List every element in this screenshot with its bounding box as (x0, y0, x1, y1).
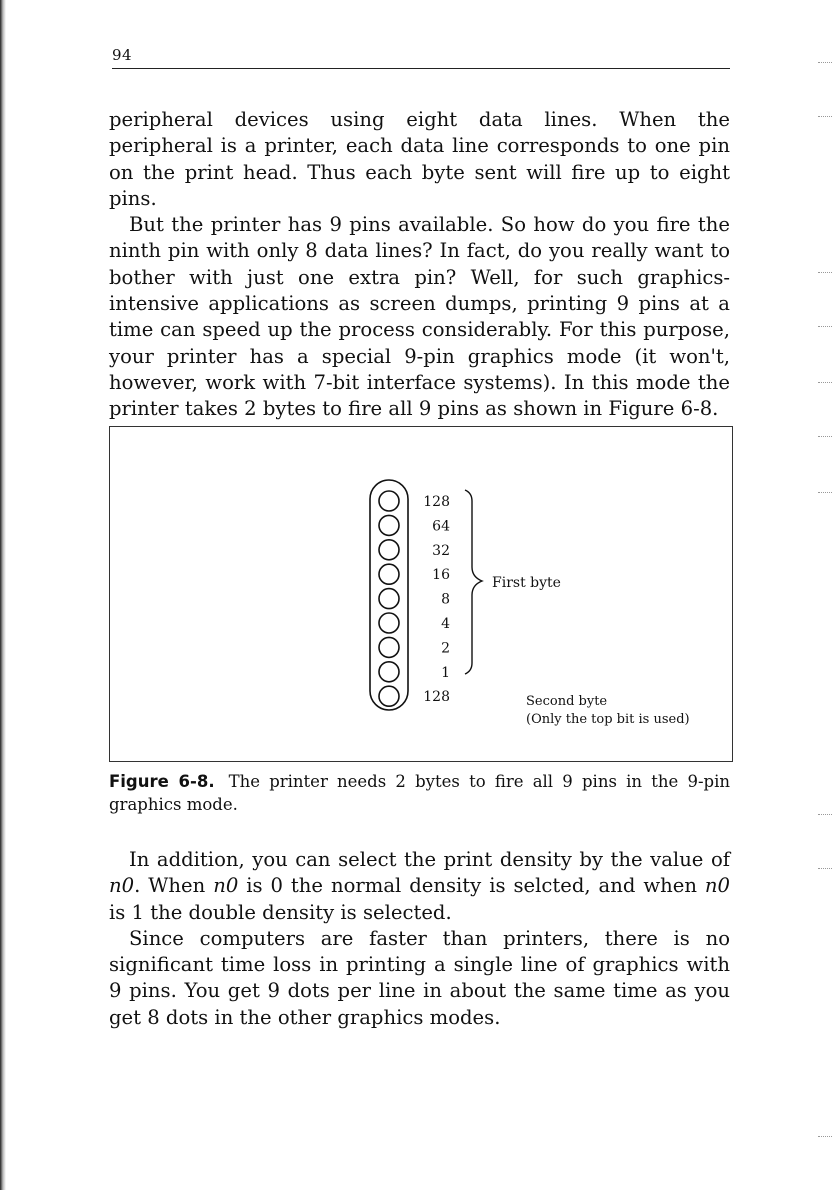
var-n0: n0 (704, 874, 730, 898)
pin-4-circle (379, 564, 399, 584)
second-byte-label: Second byte (526, 694, 608, 709)
first-byte-label: First byte (492, 575, 561, 591)
pin-3-value: 32 (432, 542, 450, 559)
body-text-bottom (109, 847, 730, 1031)
scan-edge (0, 0, 6, 1190)
pin-1-value: 128 (423, 494, 450, 510)
pin-circles (379, 491, 399, 706)
pin-8-circle (379, 662, 399, 682)
pin-1-circle (379, 491, 399, 511)
figure-6-8 (109, 426, 733, 762)
figure-caption (109, 770, 730, 816)
p3-text-1: In addition, you can select the print density by the value of (129, 848, 730, 871)
paragraph-1: peripheral devices using eight data lines. When the peripheral is a printer, each data line corresponds to one pin on the print head. Thus each byte sent will fire up to eight pins. (109, 108, 730, 210)
pin-2-circle (379, 515, 399, 535)
var-n0: n0 (109, 874, 135, 898)
margin-scan-marks (816, 0, 840, 1190)
second-byte-note: (Only the top bit is used) (526, 712, 690, 727)
pin-6-value: 4 (441, 616, 450, 632)
var-n0: n0 (213, 874, 239, 898)
page-number: 94 (112, 46, 133, 64)
paragraph-2: But the printer has 9 pins available. So how do you fire the ninth pin with only 8 data lines? In fact, do you really want to bother with just one extra pin? Well, for such graphics-intensive applications as screen dumps, printing 9 pins at a time can speed up the process considerably. For this purpose, your printer has a special 9-pin graphics mode (it won't, however, work with 7-bit interface systems). In this mode the printer takes 2 bytes to fire all 9 pins as shown in Figure 6-8. (109, 213, 730, 421)
p3-text-2: . When (134, 874, 214, 898)
p3-text-3: is 0 the normal density is selcted, and when (238, 874, 705, 898)
pin-8-value: 1 (441, 664, 450, 681)
first-byte-brace (465, 490, 482, 674)
paragraph-3 (109, 847, 730, 926)
body-text-top (109, 107, 730, 423)
pin-value-labels (423, 494, 450, 705)
header-rule (112, 68, 730, 69)
pin-7-value: 2 (441, 640, 450, 657)
p3-text-4: is 1 the double density is selected. (109, 900, 452, 924)
pin-diagram (110, 427, 732, 761)
pin-9-circle (379, 686, 399, 706)
pin-4-value: 16 (432, 567, 450, 584)
pin-7-circle (379, 637, 399, 657)
pin-6-circle (379, 613, 399, 633)
paragraph-4: Since computers are faster than printers, there is no significant time loss in printing a single line of graphics with 9 pins. You get 9 dots per line in about the same time as you get 8 dots in the other graphics modes. (109, 926, 730, 1029)
caption-text: The printer needs 2 bytes to fire all 9 pins in the 9-pin graphics mode. (109, 772, 730, 814)
pin-3-circle (379, 540, 399, 560)
pin-2-value: 64 (432, 518, 450, 535)
caption-label: Figure 6-8. (109, 772, 215, 791)
pin-9-value: 128 (423, 689, 450, 706)
pin-5-circle (379, 589, 399, 609)
pin-5-value: 8 (441, 591, 450, 608)
pin-head-outline (370, 480, 408, 710)
